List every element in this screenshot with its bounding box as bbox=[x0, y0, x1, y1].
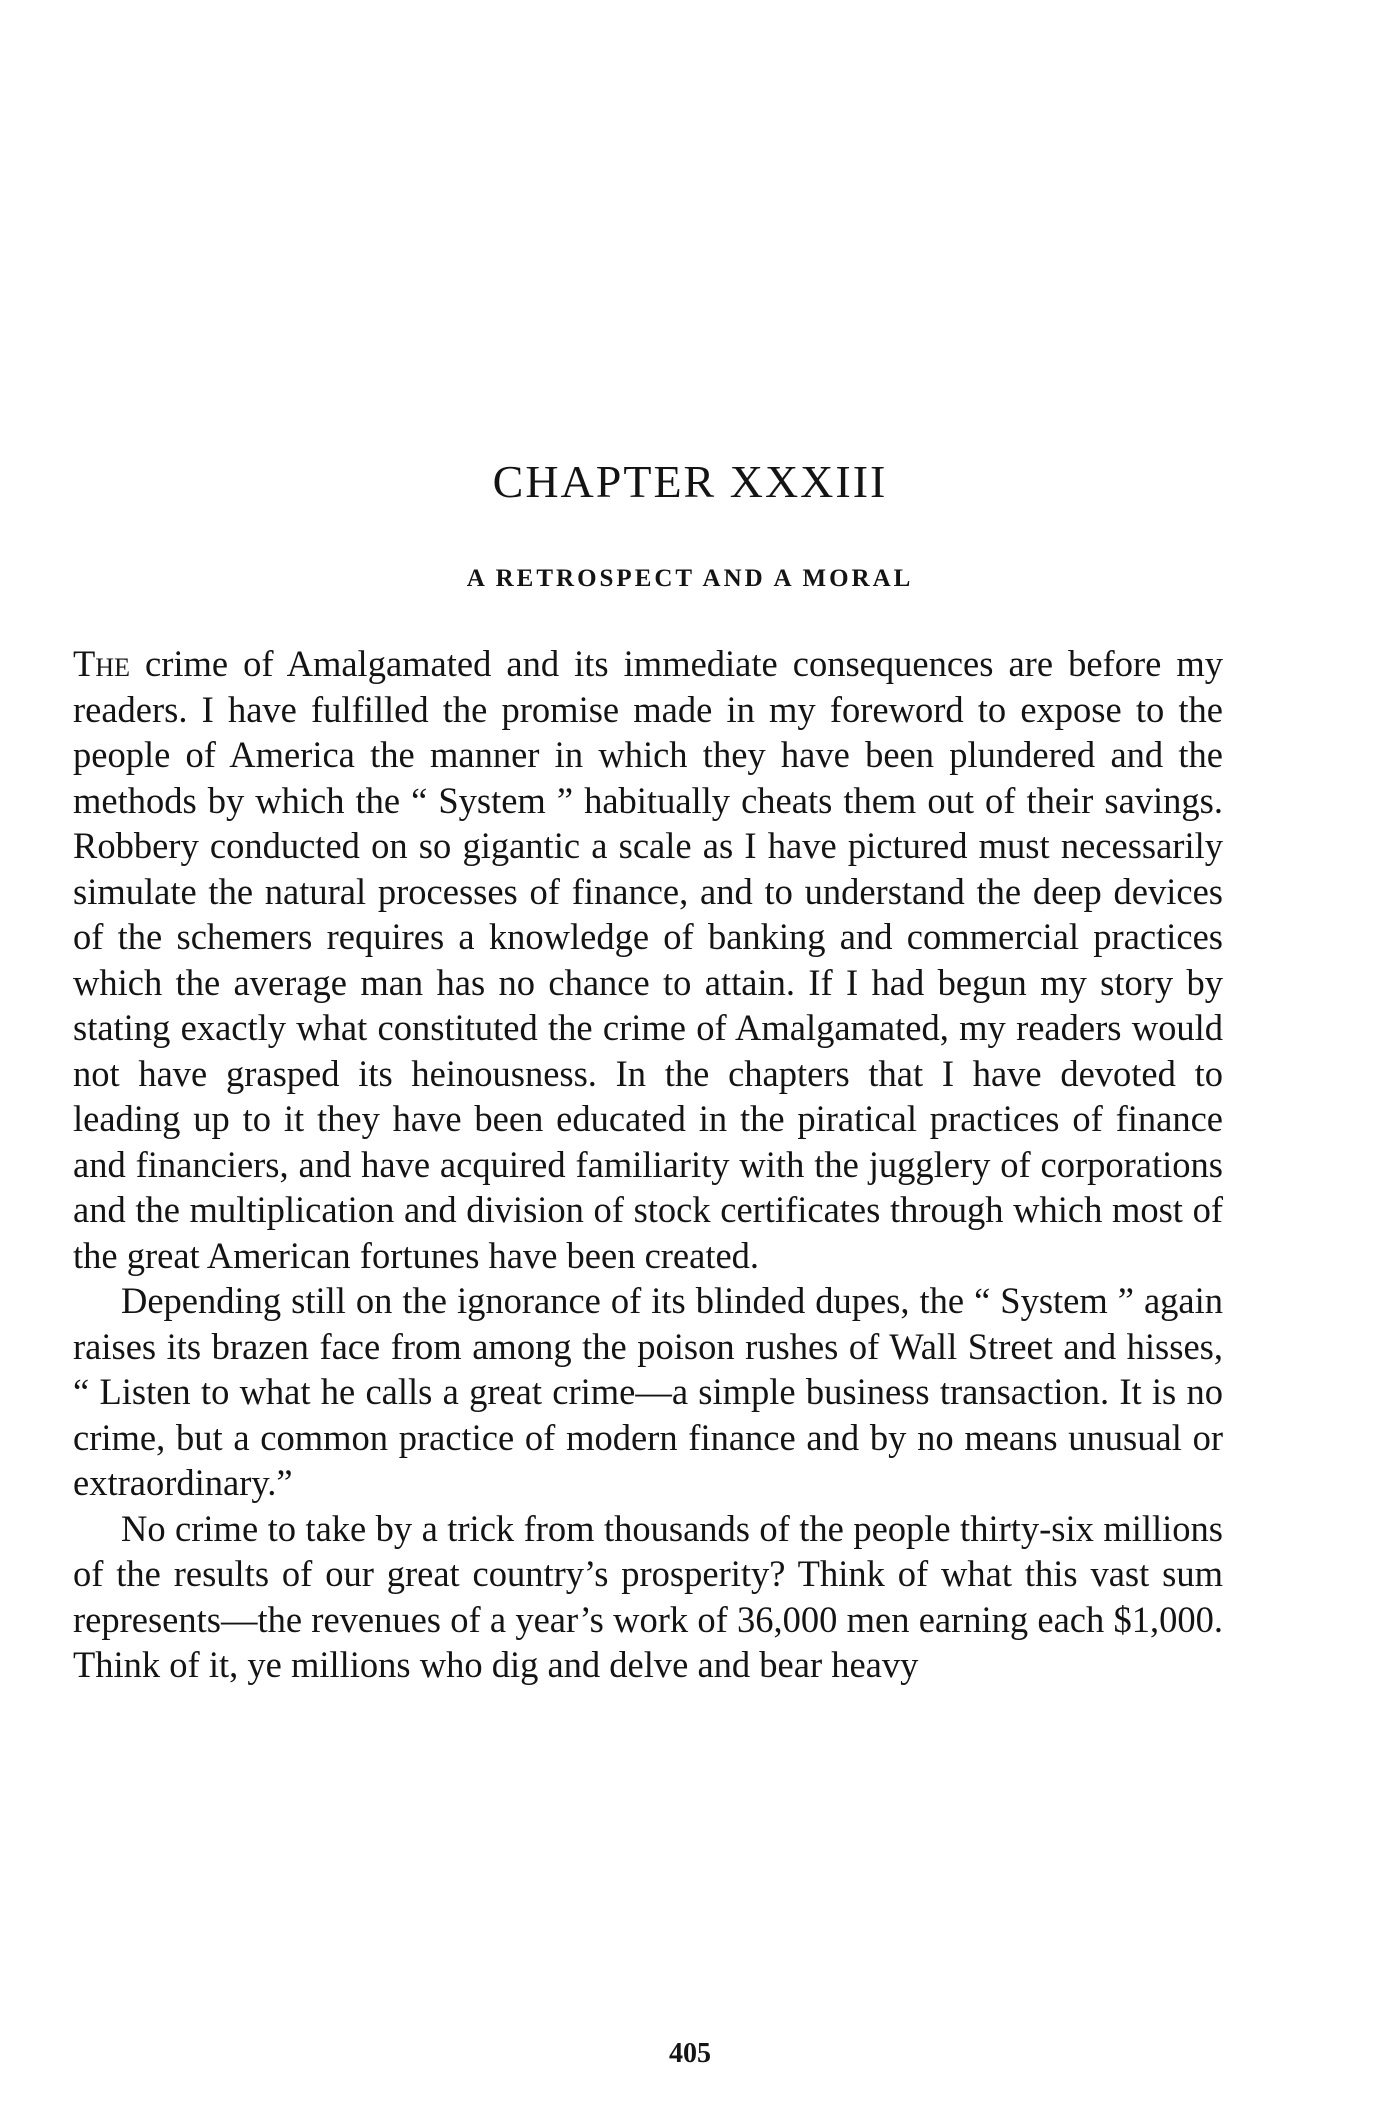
paragraph-3: No crime to take by a trick from thousands of the people thirty-six millions of the results of our great country’s prosperity? Think of what this vast sum represents—the revenues of a year’s work of 36,000 men earning each $1,000. Think of it, ye millions who dig and delve and bear heavy bbox=[73, 1507, 1223, 1685]
paragraph-1 bbox=[73, 641, 1223, 1278]
paragraph-lead-word: The bbox=[73, 643, 130, 684]
page-number: 405 bbox=[669, 2038, 711, 2069]
paragraph-2: Depending still on the ignorance of its blinded dupes, the “ System ” again raises its brazen face from among the poison rushes of Wall Street and hisses, “ Listen to what he calls a great crime—a simple business transaction. It is no crime, but a common practice of modern finance and by no means unusual or extraordinary.” bbox=[73, 1280, 1223, 1503]
chapter-title: CHAPTER XXXIII bbox=[492, 456, 888, 507]
body-text bbox=[73, 641, 1223, 1688]
chapter-subtitle: A RETROSPECT AND A MORAL bbox=[466, 565, 914, 592]
paragraph-1-text: crime of Amalgamated and its immediate consequences are before my readers. I have fulfilled the promise made in my foreword to expose to the people of America the manner in which they have been plundered and the methods by which the “ System ” habitually cheats them out of their savings. Robbery conducted on so gigantic a scale as I have pictured must necessarily simulate the natural processes of finance, and to understand the deep devices of the schemers requires a knowledge of banking and commercial practices which the average man has no chance to attain. If I had begun my story by stating exactly what constituted the crime of Amalgamated, my readers would not have grasped its heinousness. In the chapters that I have devoted to leading up to it they have been educated in the piratical practices of finance and financiers, and have acquired familiarity with the jugglery of corporations and the multiplication and division of stock certificates through which most of the great American fortunes have been created. bbox=[73, 643, 1223, 1276]
